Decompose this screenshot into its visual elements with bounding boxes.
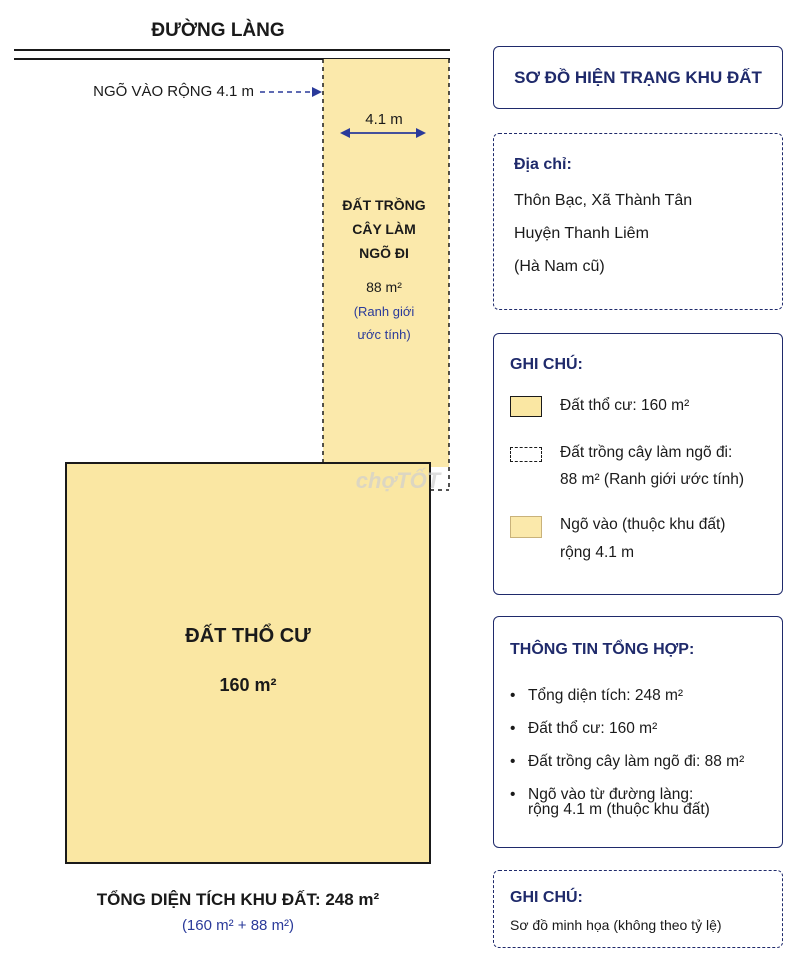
entry-arrowhead	[312, 87, 322, 97]
summary-item-residential: • Đất thổ cư: 160 m²	[510, 712, 744, 745]
legend-box	[493, 333, 783, 595]
watermark-logo: chợTỐT	[355, 468, 441, 493]
panel-title-box	[493, 46, 783, 109]
main-plot-area-label: 160 m²	[219, 675, 277, 695]
main-plot-area	[66, 463, 430, 863]
lane-width-label: 4.1 m	[365, 111, 403, 128]
total-area-label: TỔNG DIỆN TÍCH KHU ĐẤT: 248 m²	[96, 890, 380, 909]
address-line-3: (Hà Nam cũ)	[514, 258, 605, 275]
panel-title: SƠ ĐỒ HIỆN TRẠNG KHU ĐẤT	[514, 67, 762, 87]
summary-item-entry-continuation: rộng 4.1 m (thuộc khu đất)	[528, 801, 710, 818]
address-line-2: Huyện Thanh Liêm	[514, 225, 649, 242]
summary-box	[493, 616, 783, 848]
legend-item-entry-lane-2: rộng 4.1 m	[560, 544, 635, 561]
footnote-box	[493, 870, 783, 948]
summary-item-lane-strip: • Đất trồng cây làm ngõ đi: 88 m²	[510, 745, 744, 778]
strip-label-line-2: CÂY LÀM	[352, 221, 416, 237]
summary-item-total: • Tổng diện tích: 248 m²	[510, 679, 744, 712]
legend-item-residential: Đất thổ cư: 160 m²	[560, 397, 690, 414]
total-area-breakdown: (160 m² + 88 m²)	[181, 917, 295, 934]
summary-item-entry: • Ngõ vào từ đường làng:	[510, 778, 744, 811]
address-heading: Địa chỉ:	[514, 156, 572, 173]
legend-item-entry-lane-1: Ngõ vào (thuộc khu đất)	[560, 516, 726, 533]
footnote-heading: GHI CHÚ:	[510, 889, 583, 906]
legend-item-lane-strip-1: Đất trồng cây làm ngõ đi:	[560, 444, 733, 461]
legend-swatch-lane-strip	[510, 447, 542, 462]
strip-area: 88 m²	[366, 279, 402, 295]
main-plot-name: ĐẤT THỔ CƯ	[185, 625, 311, 647]
legend-swatch-residential	[510, 396, 542, 417]
road-label: ĐƯỜNG LÀNG	[151, 20, 285, 41]
strip-label-line-1: ĐẤT TRỒNG	[342, 197, 426, 213]
address-line-1: Thôn Bạc, Xã Thành Tân	[514, 192, 693, 209]
legend-item-lane-strip-2: 88 m² (Ranh giới ước tính)	[560, 471, 745, 488]
summary-list	[510, 679, 744, 811]
footnote-text: Sơ đồ minh họa (không theo tỷ lệ)	[510, 917, 722, 933]
strip-note-line-2: ước tính)	[357, 327, 411, 342]
address-box	[493, 133, 783, 310]
strip-note-line-1: (Ranh giới	[353, 304, 415, 319]
summary-heading: THÔNG TIN TỔNG HỢP:	[510, 641, 695, 658]
legend-swatch-entry-lane	[510, 516, 542, 538]
lane-entry-label: NGÕ VÀO RỘNG 4.1 m	[93, 83, 254, 100]
strip-label-line-3: NGÕ ĐI	[359, 245, 409, 261]
legend-heading: GHI CHÚ:	[510, 356, 583, 373]
